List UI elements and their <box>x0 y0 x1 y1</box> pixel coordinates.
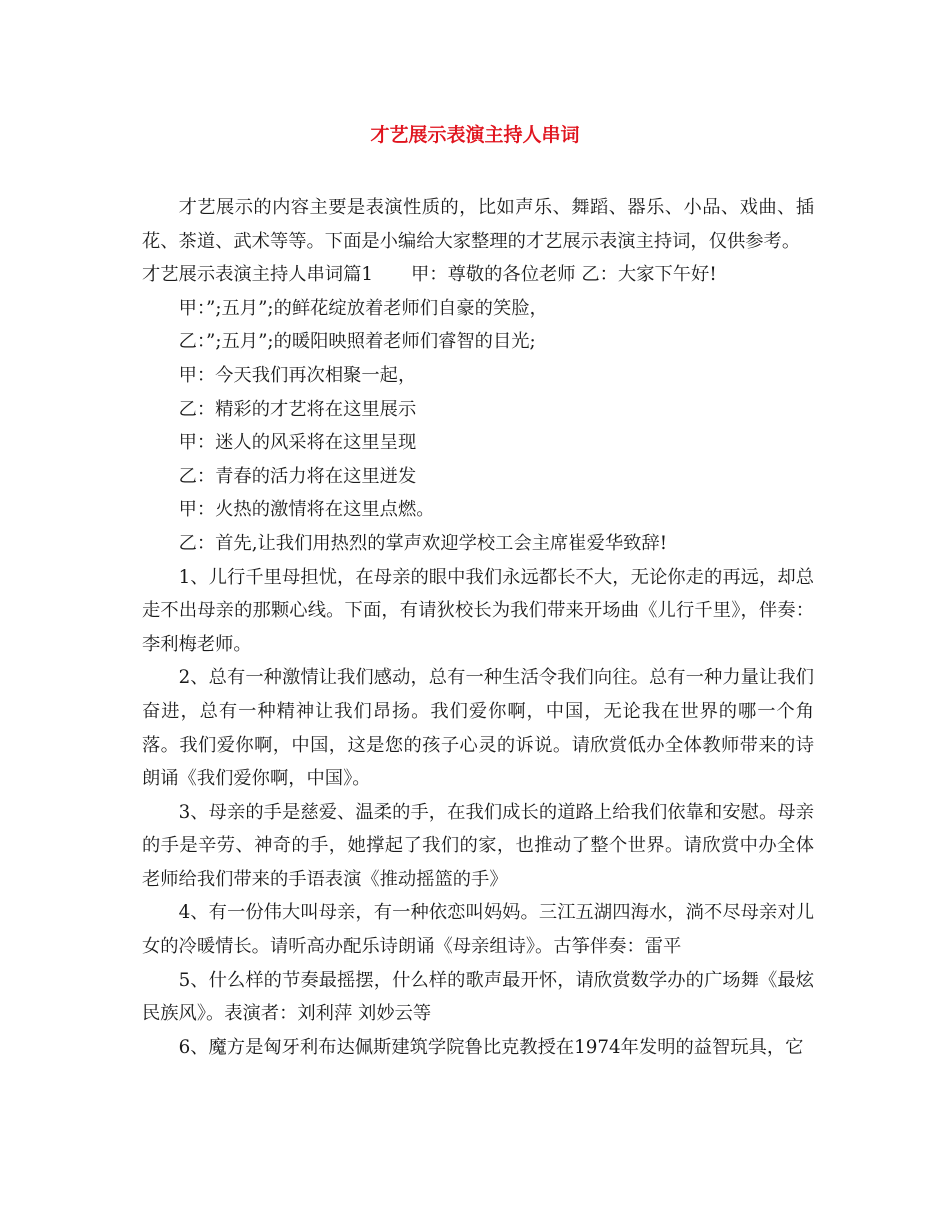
document-title: 才艺展示表演主持人串词 <box>370 124 580 146</box>
section-heading: 才艺展示表演主持人串词篇1 <box>142 264 374 286</box>
program-item: 1、儿行千里母担忧，在母亲的眼中我们永远都长不大，无论你走的再远，却总走不出母亲的那颗心线。下面，有请狄校长为我们带来开场曲《儿行千里》，伴奏：李利梅老师。 <box>142 566 814 655</box>
program-item: 5、什么样的节奏最摇摆，什么样的歌声最开怀，请欣赏数学办的广场舞《最炫民族风》。表演者：刘利萍 刘妙云等 <box>142 969 814 1025</box>
program-item: 6、魔方是匈牙利布达佩斯建筑学院鲁比克教授在1974年发明的益智玩具，它 <box>178 1036 804 1058</box>
intro-paragraph: 才艺展示的内容主要是表演性质的，比如声乐、舞蹈、器乐、小品、戏曲、插花、茶道、武术等等。下面是小编给大家整理的才艺展示表演主持词，仅供参考。 <box>142 197 814 252</box>
dialogue-line: 乙：”;五月”;的暖阳映照着老师们睿智的目光; <box>178 331 536 353</box>
dialogue-line: 乙：青春的活力将在这里迸发 <box>178 465 417 487</box>
dialogue-line: 乙：首先,让我们用热烈的掌声欢迎学校工会主席崔爱华致辞! <box>178 532 668 554</box>
section-heading-line <box>142 258 814 292</box>
program-item: 4、有一份伟大叫母亲，有一种依恋叫妈妈。三江五湖四海水，淌不尽母亲对儿女的冷暖情长。请听高办配乐诗朗诵《母亲组诗》。古筝伴奏：雷平 <box>142 902 814 958</box>
document-body <box>142 191 814 1064</box>
dialogue-line: 甲：迷人的风采将在这里呈现 <box>178 432 417 454</box>
dialogue-line: 甲：火热的激情将在这里点燃。 <box>178 499 435 521</box>
dialogue-line: 甲：”;五月”;的鲜花绽放着老师们自豪的笑脸， <box>178 297 548 319</box>
program-item: 2、总有一种激情让我们感动，总有一种生活令我们向往。总有一种力量让我们奋进，总有一种精神让我们昂扬。我们爱你啊，中国，无论我在世界的哪一个角落。我们爱你啊，中国，这是您的孩子心灵的诉说。请欣赏低办全体教师带来的诗朗诵《我们爱你啊，中国》。 <box>142 667 814 790</box>
dialogue-line: 甲：今天我们再次相聚一起， <box>178 364 417 386</box>
greeting-line: 甲：尊敬的各位老师 乙：大家下午好! <box>411 264 717 286</box>
program-item: 3、母亲的手是慈爱、温柔的手，在我们成长的道路上给我们依靠和安慰。母亲的手是辛劳、神奇的手，她撑起了我们的家，也推动了整个世界。请欣赏中办全体老师给我们带来的手语表演《推动摇篮的手》 <box>142 801 814 890</box>
dialogue-line: 乙：精彩的才艺将在这里展示 <box>178 398 417 420</box>
